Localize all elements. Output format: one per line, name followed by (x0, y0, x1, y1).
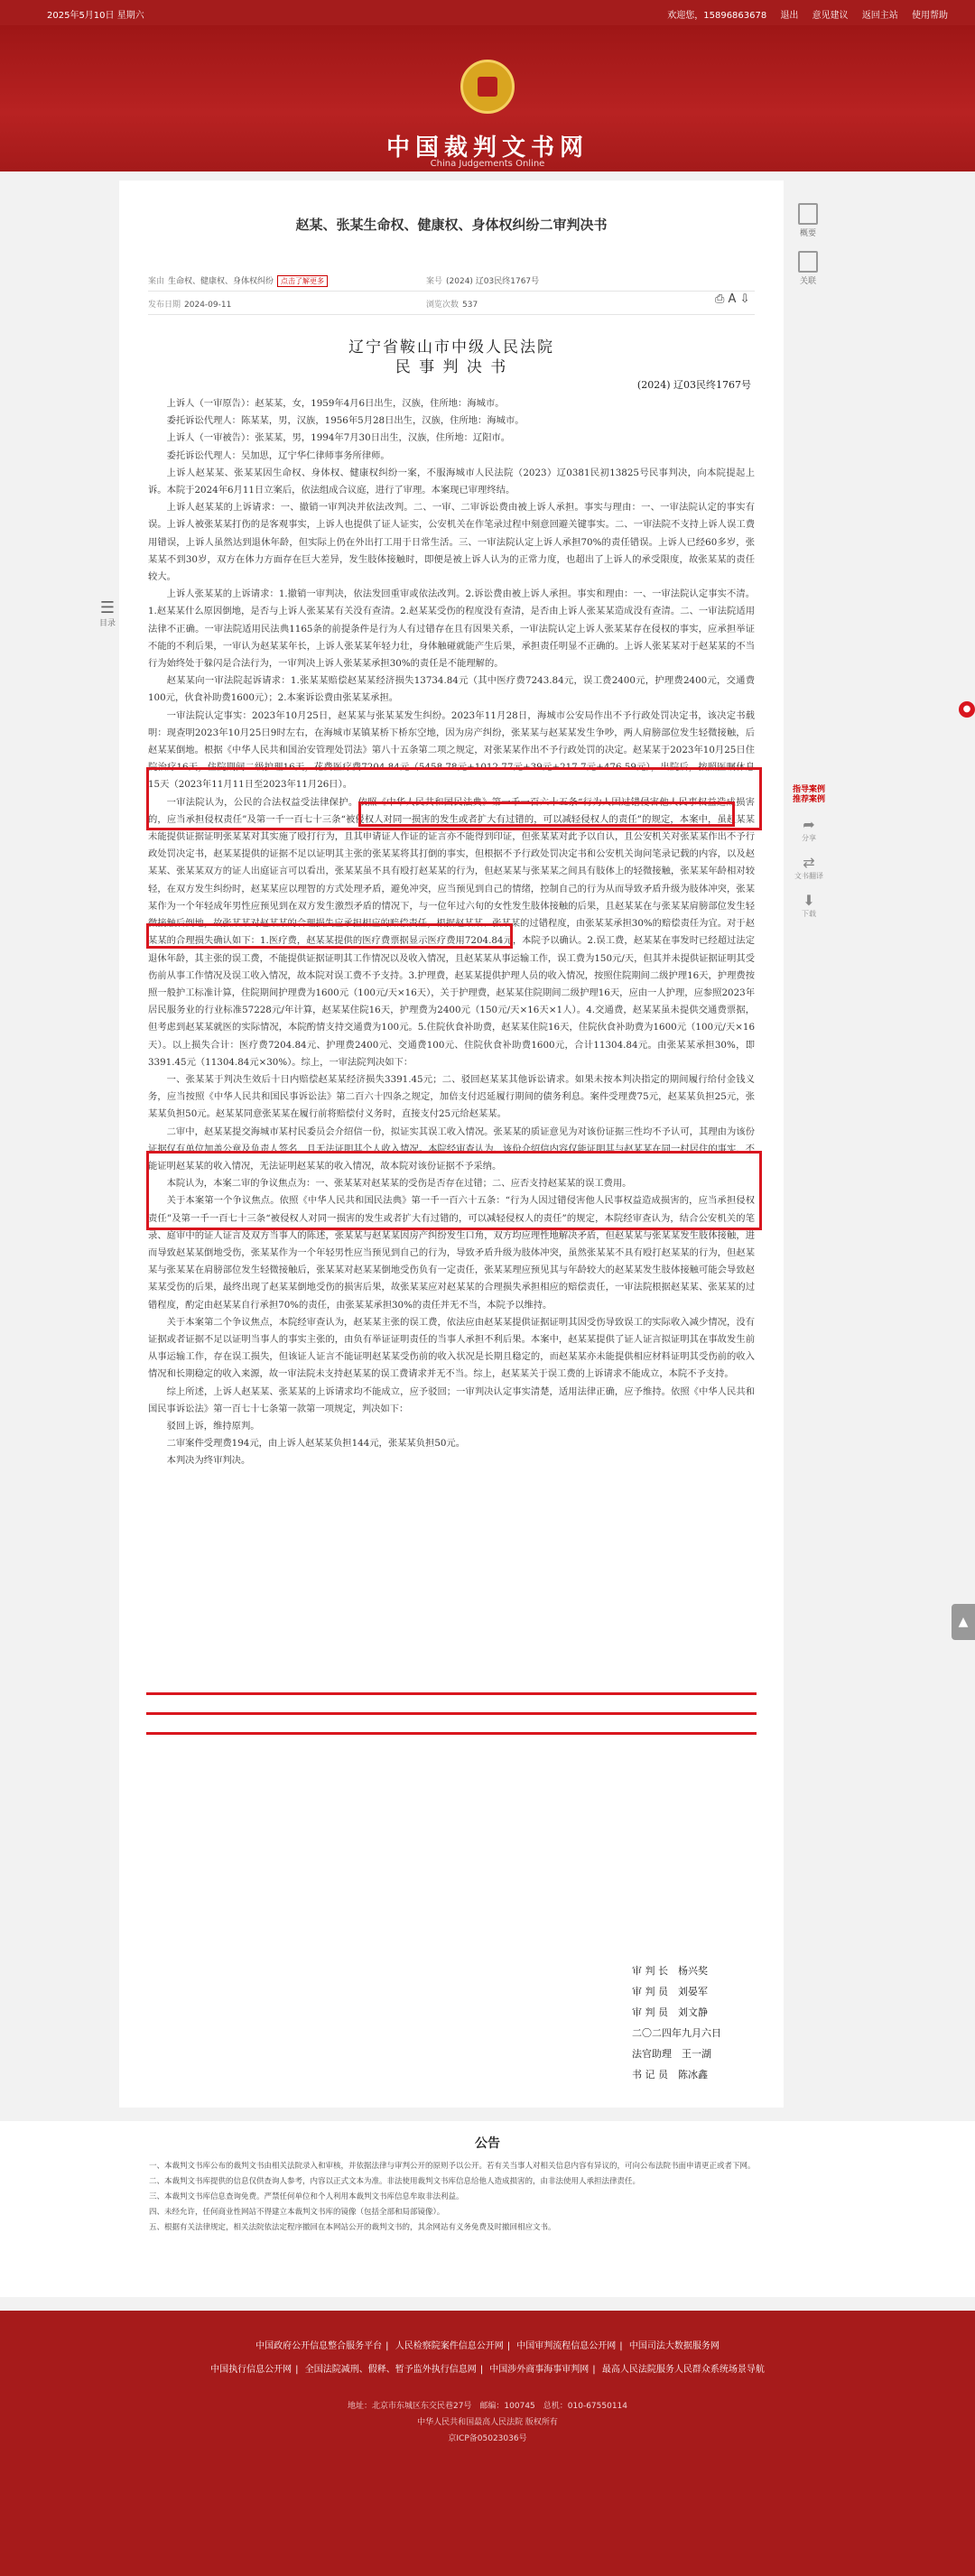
judgment-paragraph: 赵某某向一审法院起诉请求：1.张某某赔偿赵某某经济损失13734.84元（其中医疗费7243.84元，误工费2400元，护理费2400元，交通费100元，伙食补助费1600元）；2.本案诉讼费由张某某承担。 (148, 675, 755, 704)
judgment-paragraph: 本院认为，本案二审的争议焦点为：一、张某某对赵某某的受伤是否存在过错；二、应否支持赵某某的误工费用。 (166, 1178, 632, 1190)
document-case-number: (2024) 辽03民终1767号 (636, 379, 751, 391)
date-label: 发布日期 (148, 301, 181, 310)
scroll-top-icon[interactable]: ▲ (952, 1604, 975, 1640)
judgment-paragraph: 二审案件受理费194元，由上诉人赵某某负担144元，张某某负担50元。 (166, 1438, 466, 1450)
judgment-paragraph: 上诉人赵某某、张某某因生命权、身体权、健康权纠纷一案，不服海城市人民法院（2023）辽0381民初13825号民事判决，向本院提起上诉。本院于2024年6月11日立案后，依法组成合议庭，进行了审理。本案现已审理终结。 (148, 467, 755, 496)
related-button[interactable] (794, 251, 822, 286)
back-home-link[interactable]: 返回主站 (861, 11, 898, 21)
learn-more-button[interactable]: 点击了解更多 (277, 275, 328, 287)
judgment-paragraph: 上诉人（一审原告）：赵某某，女，1959年4月6日出生，汉族，住所地：海城市。 (166, 398, 505, 409)
notice-item: 五、根据有关法律规定，相关法院依法定程序撤回在本网站公开的裁判文书的，其余网站有义务免费及时撤回相应文书。 (149, 2223, 556, 2232)
translate-label: 文书翻译 (794, 872, 823, 880)
judgment-paragraph: 委托诉讼代理人：陈某某，男，汉族，1956年5月28日出生，汉族，住所地：海城市。 (166, 415, 525, 427)
location-pin-icon[interactable]: ● (959, 701, 975, 718)
footer-link[interactable]: 中国司法大数据服务网 (628, 2341, 720, 2351)
current-date: 2025年5月10日 星期六 (47, 11, 144, 21)
download-label: 下载 (802, 910, 816, 918)
catalog-label: 目录 (98, 619, 116, 628)
footer-icp[interactable]: 京ICP备05023036号 (448, 2434, 527, 2443)
footer-link[interactable]: 中国执行信息公开网 (210, 2365, 292, 2375)
download-button[interactable] (793, 892, 825, 919)
cause-label: 案由 (148, 277, 165, 286)
footer-copyright: 中华人民共和国最高人民法院 版权所有 (417, 2418, 558, 2427)
site-subtitle: China Judgements Online (430, 159, 545, 169)
feedback-link[interactable]: 意见建议 (812, 11, 849, 21)
top-bar (0, 0, 975, 25)
recommend-cases-link[interactable]: 指导案例推荐案例 (793, 785, 826, 804)
outline-icon (798, 203, 818, 225)
judge-1: 审 判 员 刘晏军 (632, 1986, 708, 1997)
document-card (119, 181, 784, 2108)
document-title: 赵某、张某生命权、健康权、身体权纠纷二审判决书 (295, 217, 608, 233)
download-icon[interactable]: ⇩ (739, 292, 750, 306)
toolbar-icons (715, 292, 750, 306)
underline-1 (146, 1692, 757, 1695)
caseno-label: 案号 (426, 277, 443, 286)
font-size-icon[interactable]: A (728, 292, 737, 306)
notice-body (149, 2159, 835, 2236)
judgment-paragraph: 上诉人（一审被告）：张某某，男，1994年7月30日出生，汉族，住所地：辽阳市。 (166, 432, 511, 444)
site-footer (0, 2311, 975, 2576)
footer-link[interactable]: 全国法院减刑、假释、暂予监外执行信息网 (304, 2365, 477, 2375)
caseno-value: (2024) 辽03民终1767号 (446, 277, 540, 286)
highlight-box-court-reasoning (146, 1151, 762, 1230)
notice-item: 二、本裁判文书库提供的信息仅供查询人参考，内容以正式文本为准。非法使用裁判文书库信息给他人造成损害的，由非法使用人承担法律责任。 (149, 2177, 641, 2186)
judgment-paragraph: 上诉人赵某某的上诉请求：一、撤销一审判决并依法改判。二、一审、二审诉讼费由被上诉人承担。事实与理由：一、一审法院认定的事实有误。上诉人被张某某打伤的是客观事实，上诉人也提供了证人证实，公安机关在作笔录过程中刻意回避关键事实。二、一审法院不支持上诉人误工费用错误，上诉人虽然达到退休年龄，但实际上仍在外出打工用于日常生活。三、一审法院认定上诉人承担70%的责任错误。上诉人已经60多岁，张某某不到30岁，双方在体力方面存在巨大差异，发生肢体接触时，即便是被上诉人认为的正常力度，也超出了上诉人的承受限度，故张某某的责任较大。 (148, 502, 755, 583)
notice-title: 公告 (475, 2136, 500, 2151)
help-link[interactable]: 使用帮助 (912, 11, 948, 21)
print-icon[interactable]: ⎙ (715, 292, 725, 306)
catalog-button[interactable] (98, 600, 117, 628)
judge-2: 审 判 员 刘文静 (632, 2006, 708, 2018)
document-type: 民 事 判 决 书 (395, 358, 508, 376)
related-label: 关联 (799, 277, 816, 286)
judgment-paragraph: 综上所述，上诉人赵某某、张某某的上诉请求均不能成立，应予驳回；一审判决认定事实清楚，适用法律正确，应予维持。依照《中华人民共和国民事诉讼法》第一百七十七条第一款第一项规定，判决如下： (148, 1385, 755, 1414)
highlight-box-contact (146, 923, 513, 949)
share-button[interactable] (793, 816, 825, 843)
site-title[interactable]: 中国裁判文书网 (385, 134, 589, 162)
judgment-paragraph: 驳回上诉，维持原判。 (166, 1420, 260, 1432)
judgment-date: 二〇二四年九月六日 (632, 2027, 721, 2039)
judgment-paragraph: 二审中，赵某某提交海城市某村民委员会介绍信一份，拟证实其误工收入情况。张某某的质证意见为对该份证据三性均不予认可，其理由为该份证据仅有单位加盖公章及负责人签名，且无法证明其个人收入情况。本院经审查认为，该份介绍信内容仅能证明其与赵某某在同一村居住的事实，不能证明赵某某的收入情况，无法证明赵某某的收入情况，故本院对该份证据不予采纳。 (148, 1126, 755, 1172)
share-icon: ➦ (803, 816, 815, 833)
footer-link[interactable]: 中国涉外商事海事审判网 (489, 2365, 590, 2375)
footer-links-row-2: 中国执行信息公开网 | 全国法院减刑、假释、暂予监外执行信息网 | 中国涉外商事海事审判网 | 最高人民法院服务人民群众系统场景导航 (210, 2365, 765, 2375)
signature-block (632, 1960, 721, 2085)
footer-address: 地址：北京市东城区东交民巷27号 邮编：100745 总机：010-67550114 (347, 2402, 628, 2411)
judgment-paragraph: 上诉人张某某的上诉请求：1.撤销一审判决，依法发回重审或依法改判。2.诉讼费由被上诉人承担。事实和理由：一、一审法院认定事实不清。1.赵某某什么原因倒地，是否与上诉人张某某有关没有查清。2.赵某某受伤的程度没有查清，是否由上诉人张某某造成没有查清。二、一审法院适用法律不正确。一审法院适用民法典1165条的前提条件是行为人有过错存在且有因果关系，一审法院认定上诉人张某某存在侵权的事实，应承担举证不能的不利后果，一审认为赵某某年长，上诉人张某某年轻力壮，身体触碰就能产生后果，承担责任明显不正确的。上诉人张某某对于赵某某的不当行为始终处于躲闪是合法行为，一审判决上诉人张某某承担30%的责任是不能理解的。 (148, 588, 755, 670)
chief-judge: 审 判 长 杨兴奖 (632, 1965, 708, 1977)
highlight-box-dodging (358, 802, 735, 827)
right-tools (793, 785, 825, 919)
catalog-icon: ☰ (99, 598, 116, 617)
cause-value: 生命权、健康权、身体权纠纷 (168, 277, 274, 286)
court-emblem-icon (460, 60, 515, 114)
meta-cause (148, 274, 328, 287)
judgment-paragraph: 关于本案第一个争议焦点。依照《中华人民共和国民法典》第一千一百六十五条：“行为人因过错侵害他人民事权益造成损害的，应当承担侵权责任”及第一千一百七十三条“被侵权人对同一损害的发生或者扩大有过错的，可以减轻侵权人的责任”的规定，本院经审查认为，结合公安机关的笔录、庭审中的证人证言及双方当事人的陈述，张某某与赵某某因房产纠纷发生口角，双方均应理性地解决矛盾，但赵某某与张某某发生肢体接触，进而导致赵某某倒地受伤，张某某作为一个年轻男性应当预见到自己的行为，导致矛盾升级为肢体冲突，虽然张某某不具有殴打赵某某的行为，但赵某某与张某某在肩膀部位发生轻微接触后，张某某对赵某某倒地受伤负有一定责任，张某某理应预见其与年龄较大的赵某某发生肢体接触可能会导致赵某某受伤的后果，最终出现了赵某某倒地受伤的损害后果，故张某某应对赵某某的合理损失承担相应的赔偿责任，一审法院根据赵某某、张某某的过错程度，酌定由赵某某自行承担70%的责任，由张某某承担30%的责任并无不当，本院予以维持。 (148, 1195, 755, 1311)
meta-date (148, 298, 231, 310)
meta-divider (148, 291, 755, 292)
views-value: 537 (462, 301, 478, 310)
footer-link[interactable]: 人民检察院案件信息公开网 (395, 2341, 504, 2351)
judgment-paragraph: 一、张某某于判决生效后十日内赔偿赵某某经济损失3391.45元；二、驳回赵某某其他诉讼请求。如果未按本判决指定的期间履行给付金钱义务，应当按照《中华人民共和国民事诉讼法》第二百六十四条之规定，加倍支付迟延履行期间的债务利息。案件受理费75元，赵某某负担25元，张某某负担50元。赵某某同意张某某在履行前将赔偿付义务时，直接支付25元给赵某某。 (148, 1073, 755, 1120)
judgment-paragraph: 一审法院认定事实：2023年10月25日，赵某某与张某某发生纠纷。2023年11月28日，海城市公安局作出不予行政处罚决定书，该决定书载明：现查明2023年10月25日9时左右，在海城市某镇某桥下桥东空地，因为房产纠纷，张某某与赵某某发生争吵，两人肩膀部位发生轻微接触，后赵某某倒地。根据《中华人民共和国治安管理处罚法》第八十五条第二项之规定，对张某某作出不予行政处罚的决定。赵某某于2023年10月25日住院治疗16天，住院期间二级护理16天，花费医疗费7204.84元（5458.78元+1012.77元+39元+217.7元+476.59元），出院后，按照医嘱休息15天（2023年11月11日至2023年11月26日）。 (148, 709, 755, 791)
notice-item: 三、本裁判文书库信息查询免费。严禁任何单位和个人利用本裁判文书库信息牟取非法利益。 (149, 2192, 464, 2201)
judgment-paragraph: 关于本案第二个争议焦点，本院经审查认为，赵某某主张的误工费，依法应由赵某某提供证据证明其因受伤导致误工的实际收入减少情况，没有证据或者证据不足以证明当事人的事实主张的，由负有举证证明责任的当事人承担不利后果。本案中，赵某某提供了证人证言拟证明其在事故发生前从事运输工作，存在误工损失，但该证人证言不能证明赵某某受伤前的收入状况是长期且稳定的，而赵某某亦未能提供相应材料证明其受伤前的收入情况和长期稳定的收入来源，故一审法院未支持赵某某的误工费请求并无不当。综上，赵某某关于误工费的上诉请求不能成立，本院不予支持。 (148, 1316, 755, 1380)
translate-icon: ⇄ (803, 854, 815, 871)
notice-section (0, 2121, 975, 2297)
footer-links-row-1: 中国政府公开信息整合服务平台 | 人民检察院案件信息公开网 | 中国审判流程信息公开网 | 中国司法大数据服务网 (255, 2341, 720, 2351)
judge-assistant: 法官助理 王一湖 (632, 2048, 711, 2060)
meta-views (426, 298, 478, 310)
site-header (0, 25, 975, 171)
court-name: 辽宁省鞍山市中级人民法院 (348, 338, 554, 357)
related-icon (798, 251, 818, 273)
footer-link[interactable]: 中国审判流程信息公开网 (516, 2341, 617, 2351)
footer-link[interactable]: 中国政府公开信息整合服务平台 (255, 2341, 383, 2351)
download-side-icon: ⬇ (803, 892, 815, 909)
logout-link[interactable]: 退出 (780, 11, 799, 21)
header-divider (148, 314, 755, 315)
court-clerk: 书 记 员 陈冰鑫 (632, 2069, 708, 2080)
right-side-nav (794, 203, 822, 286)
share-label: 分享 (802, 834, 816, 842)
top-links (656, 7, 948, 21)
judgment-paragraph: 本判决为终审判决。 (166, 1455, 251, 1467)
judgment-paragraph: 委托诉讼代理人：吴加思，辽宁华仁律师事务所律师。 (166, 449, 390, 461)
outline-button[interactable] (794, 203, 822, 238)
footer-link[interactable]: 最高人民法院服务人民群众系统场景导航 (601, 2365, 765, 2375)
views-label: 浏览次数 (426, 301, 460, 310)
meta-caseno (426, 274, 539, 286)
notice-item: 四、未经允许，任何商业性网站不得建立本裁判文书库的镜像（包括全部和局部镜像）。 (149, 2208, 445, 2217)
underline-3 (146, 1732, 757, 1735)
judgment-paragraph: 一审法院认为，公民的合法权益受法律保护。依照《中华人民共和国民法典》第一千一百六十五条“行为人因过错侵害他人民事权益造成损害的，应当承担侵权责任”及第一千一百七十三条“被侵权人对同一损害的发生或者扩大有过错的，可以减轻侵权人的责任”的规定，本案中，虽赵某某未能提供证据证明张某某对其实施了殴打行为，且其申请证人作证的证言亦不能得到印证，但张某某对此予以自认，且公安机关对张某某作出不予行政处罚决定书，赵某某提供的证据不足以证明其主张的张某某将其打倒的事实，但根据不予行政处罚决定书和公安机关询问笔录记载的内容，以及赵某某、张某某双方的证人出庭证言可以看出，张某某虽不具有殴打赵某某的行为，但赵某某与张某某之间具有肢体上的轻微接触，张某某年龄相对较轻，在双方发生纠纷时，赵某某应以理智的方式处理矛盾，避免冲突，应当预见到自己的情绪，控制自己的行为从而导致矛盾升级为肢体冲突，张某某作为一个年轻成年男性应预见到在双方发生激烈矛盾的情况下，与一位年过六旬的女性发生肢体接触的后果，且赵某某在与张某某肩膀部位发生轻微接触后倒地，故张某某对赵某某的合理损失应承担相应的赔偿责任，根据赵某某、张某某的过错程度，由张某某承担30%的赔偿责任为宜。对于赵某某的合理损失确认如下：1.医疗费，赵某某提供的医疗费票据显示医疗费用7204.84元，本院予以确认。2.误工费，赵某某在事发时已经超过法定退休年龄，其主张的误工费，不能提供证据证明其工作情况以及收入情况，且赵某某从事运输工作，误工费为150元/天，但其并未提供证据证明其受伤前从事工作情况及误工收入情况，故本院对误工费不予支持。3.护理费，赵某某提供护理人员的收入情况，按照住院期间二级护理16天，护理费按照一般护工标准计算，住院期间护理费为1600元（100元/天×16天），关于护理费，赵某某住院期间二级护理16天，应由一人护理，应参照2023年居民服务业的行业标准57228元/年计算，赵某某住院16天，护理费为2400元（150元/天×16天×1人）。4.交通费，赵某某虽未提供交通费票据，但考虑到赵某某就医的实际情况，本院酌情支持交通费为100元。5.住院伙食补助费，赵某某住院16天，住院伙食补助费为1600元（100元/天×16天）。以上损失合计：医疗费7204.84元、护理费2400元、交通费100元、住院伙食补助费1600元，合计11304.84元。由张某某承担30%，即3391.45元（11304.84元×30%）。综上，一审法院判决如下： (148, 796, 755, 1068)
date-value: 2024-09-11 (184, 301, 232, 310)
underline-2 (146, 1712, 757, 1715)
notice-item: 一、本裁判文书库公布的裁判文书由相关法院录入和审核，并依据法律与审判公开的原则予以公开。若有关当事人对相关信息内容有异议的，可向公布法院书面申请更正或者下网。 (149, 2162, 756, 2171)
translate-button[interactable] (793, 854, 825, 881)
outline-label: 概要 (799, 229, 816, 238)
welcome-user-link[interactable]: 欢迎您，15896863678 (667, 11, 767, 21)
